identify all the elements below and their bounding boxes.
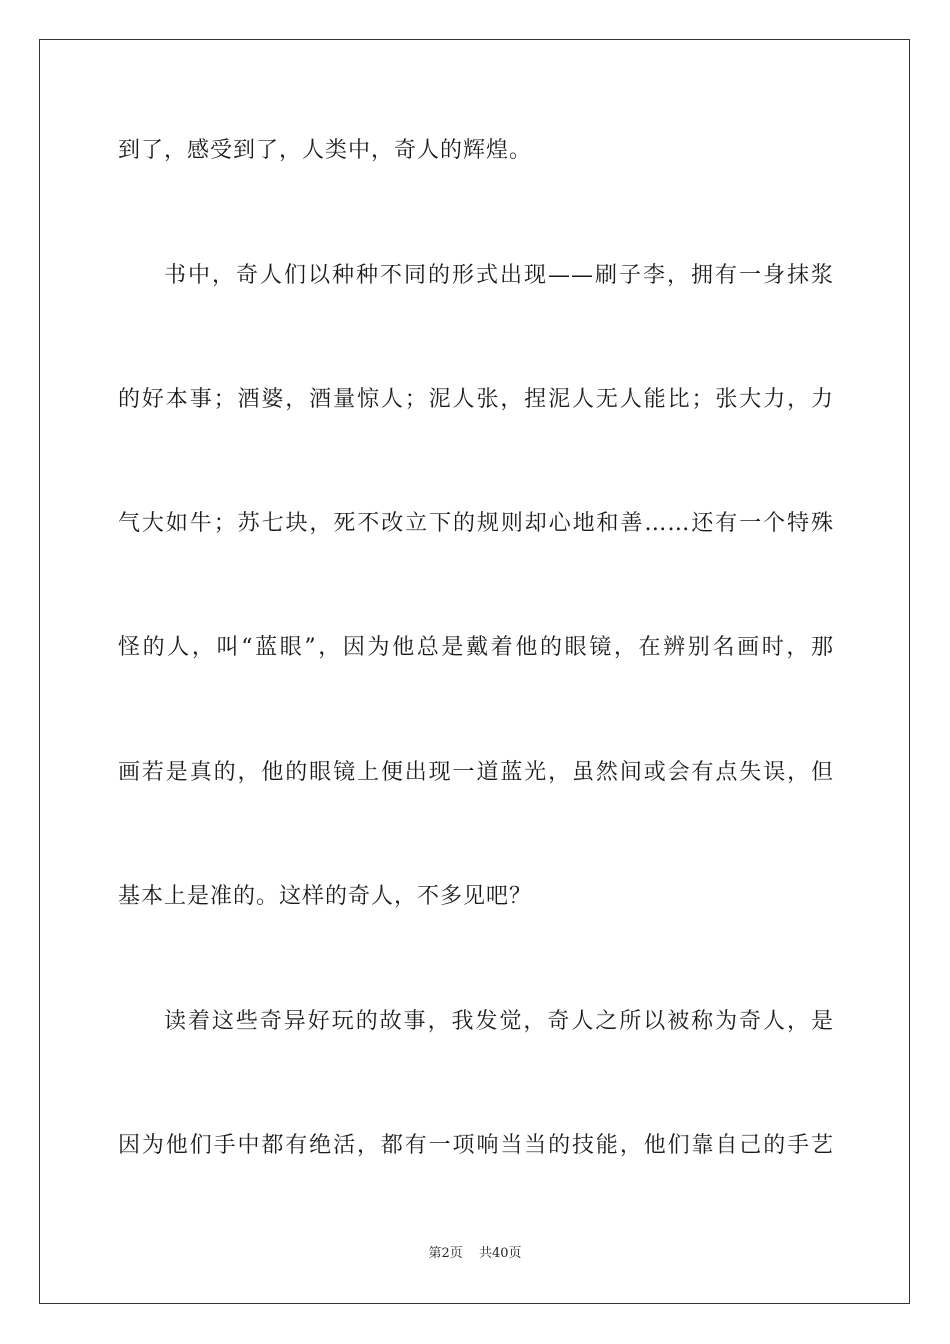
text-line-4: 气大如牛；苏七块，死不改立下的规则却心地和善……还有一个特殊 <box>118 511 834 536</box>
page-border <box>39 39 910 1304</box>
page-number: 第2页 <box>428 1246 463 1261</box>
text-line-9: 因为他们手中都有绝活，都有一项响当当的技能，他们靠自己的手艺 <box>118 1133 834 1158</box>
text-line-8: 读着这些奇异好玩的故事，我发觉，奇人之所以被称为奇人，是 <box>164 1009 834 1034</box>
text-line-5: 怪的人，叫“蓝眼”，因为他总是戴着他的眼镜，在辨别名画时，那 <box>118 635 834 660</box>
text-line-6: 画若是真的，他的眼镜上便出现一道蓝光，虽然间或会有点失误，但 <box>118 760 834 785</box>
text-line-3: 的好本事；酒婆，酒量惊人；泥人张，捏泥人无人能比；张大力，力 <box>118 387 834 412</box>
page-total: 共40页 <box>478 1246 522 1261</box>
text-line-1: 到了，感受到了，人类中，奇人的辉煌。 <box>118 138 533 163</box>
text-line-7: 基本上是准的。这样的奇人，不多见吧？ <box>118 884 533 909</box>
text-line-2: 书中，奇人们以种种不同的形式出现——刷子李，拥有一身抹浆 <box>164 263 834 288</box>
page-footer <box>0 1245 950 1263</box>
